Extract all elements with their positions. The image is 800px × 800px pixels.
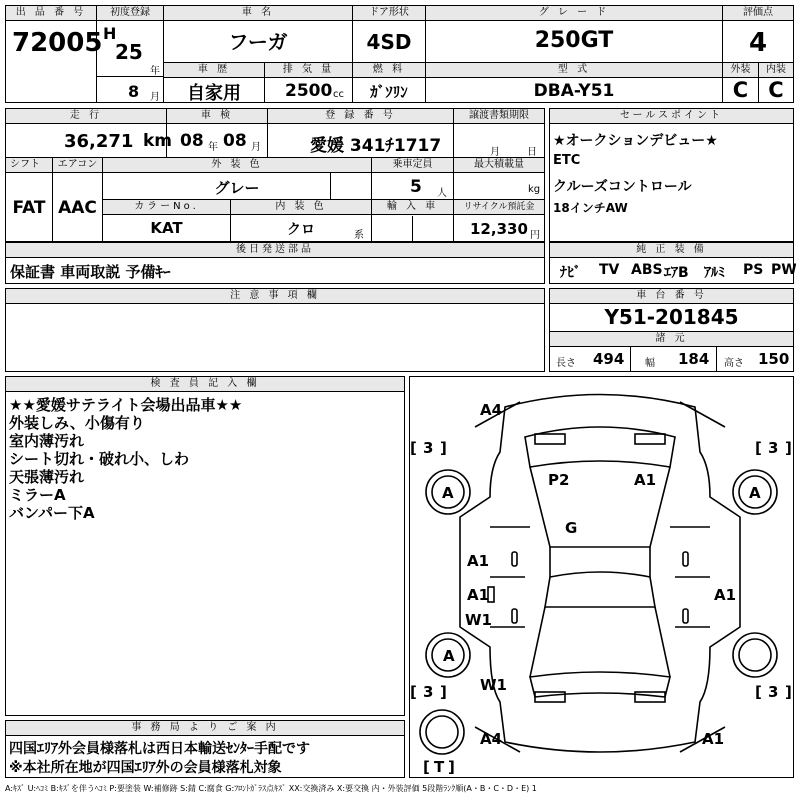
mark-spare: T [434,758,445,776]
width-label: 幅 [645,358,655,369]
mileage: 36,271 [64,131,134,152]
office-line-2: ※本社所在地が四国ｴﾘｱ外の会員様落札対象 [9,760,282,776]
first-reg-year: 25 [115,40,143,64]
interior-grade: C [768,78,784,102]
ext-color-header: 外 装 色 [103,158,371,173]
sales-point-1: ★オークションデビュー★ [553,133,718,149]
equip-6: PS [743,262,764,278]
sales-points-box [549,108,794,242]
tire-tl-open: [ [410,439,417,457]
inspection-month: 08 [223,131,247,151]
spare-close: ] [448,758,455,776]
ext-color: グレー [214,179,260,197]
tire-br-close: ] [785,683,792,701]
tire-br-open: [ [755,683,762,701]
ac: AAC [58,198,97,218]
caution-header: 注 意 事 項 欄 [6,289,544,304]
score: 4 [748,28,768,58]
displacement-header: 排 気 量 [265,63,352,78]
mark-hood-left: P2 [548,471,570,489]
grade-header: グ レ ー ド [426,6,722,21]
inspection-year: 08 [180,131,204,151]
spec-header: 諸 元 [550,332,793,347]
tire-tr-close: ] [785,439,792,457]
mark-hood-right: A1 [634,471,657,489]
inspector-line-5: 天張薄汚れ [9,468,85,486]
inspector-line-2: 外装しみ、小傷有り [9,414,145,432]
grade: 250GT [534,28,614,53]
inspector-line-6: ミラーA [9,486,66,504]
int-color: クロ [287,222,315,238]
car-damage-diagram [410,377,793,777]
equip-1: ﾅﾋﾞ [560,265,581,281]
chassis-header: 車 台 番 号 [550,289,793,304]
sales-point-3: クルーズコントロール [553,179,692,195]
inspector-header: 検 査 員 記 入 欄 [6,377,404,392]
mark-mirror-right: A [749,484,761,502]
mileage-unit: km [143,131,173,151]
mark-tire-bl: 3 [423,683,434,701]
mark-left-rear-door: A1 [467,586,490,604]
reg-no-header: 登 録 番 号 [268,109,453,124]
tire-tr-open: [ [755,439,762,457]
first-reg-header: 初度登録 [97,6,163,21]
mark-tire-tr: 3 [768,439,779,457]
model-code: DBA-Y51 [533,81,615,101]
import-header: 輸 入 車 [372,200,453,215]
fuel: ｶﾞｿﾘﾝ [370,83,408,101]
shift: FAT [12,198,46,218]
inspector-line-4: シート切れ・破れ小、しわ [9,450,190,468]
office-header: 事 務 局 よ り ご 案 内 [6,721,404,736]
lot-no-header: 出 品 番 号 [6,6,96,21]
mark-front-bumper: A4 [480,401,503,419]
recycle-unit: 円 [530,230,540,241]
displacement-unit: cc [333,89,344,100]
equipment-header: 純 正 装 備 [550,243,793,258]
sales-points-header: セールスポイント [550,109,793,124]
after-parts-header: 後日発送部品 [6,243,544,258]
length-value: 494 [593,350,625,368]
capacity: 5 [410,177,422,197]
mark-left-rear-fender: W1 [480,676,507,694]
year-unit: 年 [150,66,160,77]
sales-point-2: ETC [553,153,581,168]
height-label: 高さ [724,358,744,369]
sales-point-4: 18インチAW [553,201,628,215]
color-no-header: カラーNo. [103,200,230,215]
transfer-header: 譲渡書類期限 [454,109,544,124]
mark-rear-bumper-right: A1 [702,730,725,748]
door-header: ドア形状 [353,6,425,21]
mileage-header: 走 行 [6,109,166,124]
mark-mirror-left: A [442,484,454,502]
equip-4: ｴｱB [664,265,689,281]
chassis-number: Y51-201845 [604,305,739,329]
tire-bl-close: ] [440,683,447,701]
month-unit: 月 [150,92,160,103]
tire-tl-close: ] [440,439,447,457]
interior-header: 内装 [759,63,793,78]
max-load-unit: kg [528,184,541,195]
equip-5: ｱﾙﾐ [704,265,725,281]
transfer-month-unit: 月 [490,147,500,158]
height-value: 150 [758,350,790,368]
ac-header: エアコン [53,158,102,173]
car-name: フーガ [228,30,288,54]
displacement: 2500 [285,81,333,101]
history-header: 車 歴 [164,63,264,78]
inspection-header: 車 検 [167,109,267,124]
reg-no: 愛媛 341ﾁ1717 [310,136,442,156]
mark-tire-tl: 3 [423,439,434,457]
office-line-1: 四国ｴﾘｱ外会員様落札は西日本輸送ｾﾝﾀｰ手配です [9,741,310,757]
color-no: KAT [150,219,183,237]
fuel-header: 燃 料 [353,63,425,78]
length-label: 長さ [556,358,576,369]
mark-right-rear-door: A1 [714,586,737,604]
transfer-day-unit: 日 [527,147,537,158]
inspector-line-1: ★★愛媛サテライト会場出品車★★ [9,396,243,414]
after-parts-text: 保証書 車両取説 予備ｷｰ [10,263,171,281]
door-type: 4SD [366,30,412,54]
spare-open: [ [423,758,430,776]
inspection-month-unit: 月 [251,142,261,153]
int-color-header: 内 装 色 [231,200,371,215]
era: H [103,24,117,43]
inspection-year-unit: 年 [208,142,218,153]
mark-left-front-door: A1 [467,552,490,570]
exterior-header: 外装 [723,63,758,78]
equip-7: PW [771,262,797,278]
mark-roof: G [565,519,578,537]
history: 自家用 [187,83,241,104]
mark-tire-br: 3 [768,683,779,701]
equip-3: ABS [631,262,663,278]
first-reg-month: 8 [128,82,140,101]
shift-header: シフト [6,158,52,173]
legend: A:ｷｽﾞ U:ﾍｺﾐ B:ｷｽﾞを伴うﾍｺﾐ P:要塗装 W:補修跡 S:錆 C:腐食 G:ﾌﾛﾝﾄｶﾞﾗｽ点ｷｽﾞ XX:交換済み X:要交換 内・外装評価 5段階ﾗﾝｸ順(A・B・C・D・E) 1 [5,784,537,793]
capacity-unit: 人 [437,188,447,199]
recycle-header: リサイクル預託金 [454,200,544,215]
recycle: 12,330 [470,220,528,238]
inspector-line-3: 室内薄汚れ [9,432,85,450]
mark-left-rear-door-2: W1 [465,611,492,629]
inspector-line-7: バンパー下A [9,504,95,522]
lot-no: 72005 [12,28,103,58]
max-load-header: 最大積載量 [454,158,544,173]
mark-rear-bumper-left: A4 [480,730,503,748]
exterior-grade: C [732,78,749,102]
width-value: 184 [678,350,710,368]
score-header: 評価点 [723,6,793,21]
equip-2: TV [599,262,620,278]
capacity-header: 乗車定員 [372,158,453,173]
tire-bl-open: [ [410,683,417,701]
mark-wheel-left: A [443,647,455,665]
int-color-unit: 系 [354,230,364,241]
model-header: 型 式 [426,63,722,78]
car-name-header: 車 名 [164,6,352,21]
